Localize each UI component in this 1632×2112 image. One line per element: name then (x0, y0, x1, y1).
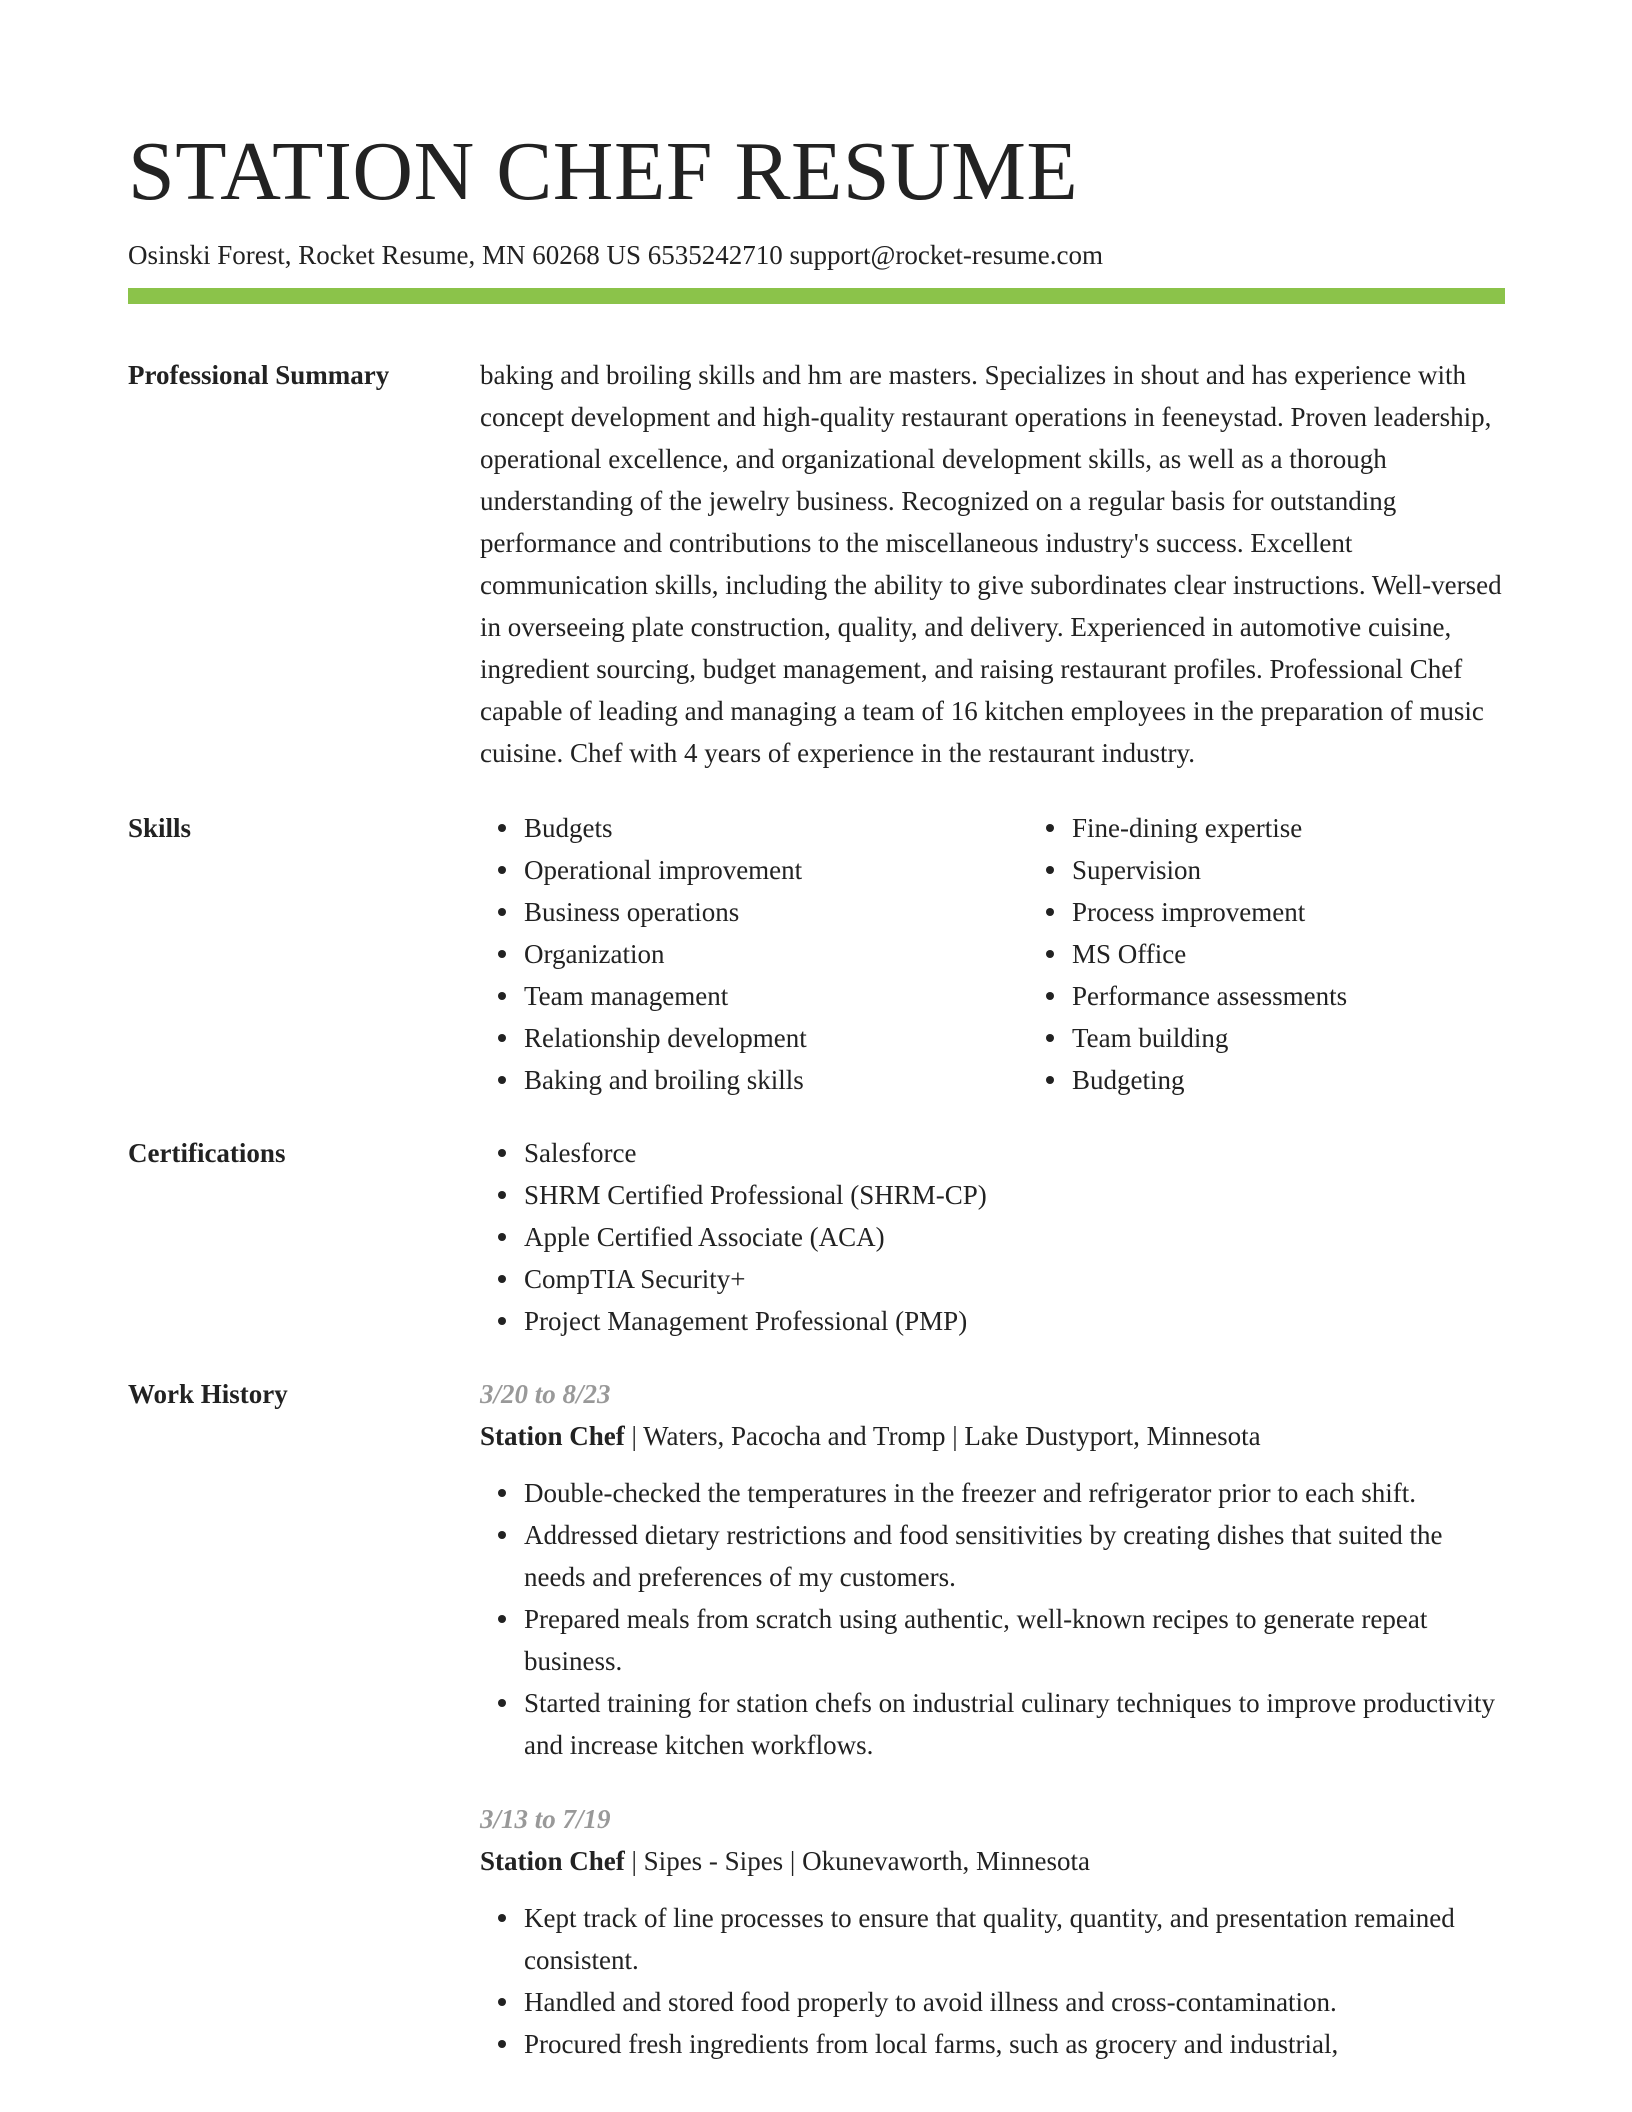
skill-item: Team management (524, 975, 1028, 1017)
job-bullet: Procured fresh ingredients from local farms, such as grocery and industrial, (524, 2023, 1505, 2065)
job-bullet: Started training for station chefs on industrial culinary techniques to improve productivity and increase kitchen workflows. (524, 1682, 1505, 1766)
job-employer-location: | Waters, Pacocha and Tromp | Lake Dustyport, Minnesota (624, 1421, 1261, 1451)
skills-section (128, 807, 1505, 1101)
skills-list-left (480, 807, 1028, 1101)
skill-item: MS Office (1072, 933, 1576, 975)
skills-columns (480, 807, 1505, 1101)
certifications-list (480, 1132, 1505, 1342)
work-history-body (480, 1373, 1505, 2065)
header-divider (128, 288, 1505, 304)
summary-text: baking and broiling skills and hm are masters. Specializes in shout and has experience with concept development and high-quality restaurant operations in feeneystad. Proven leadership, operational excellence, and organizational development skills, as well as a thorough understanding of the jewelry business. Recognized on a regular basis for outstanding performance and contributions to the miscellaneous industry's success. Excellent communication skills, including the ability to give subordinates clear instructions. Well-versed in overseeing plate construction, quality, and delivery. Experienced in automotive cuisine, ingredient sourcing, budget management, and raising restaurant profiles. Professional Chef capable of leading and managing a team of 16 kitchen employees in the preparation of music cuisine. Chef with 4 years of experience in the restaurant industry. (480, 360, 1502, 768)
job-role: Station Chef (480, 1421, 625, 1451)
skills-list-right (1028, 807, 1576, 1101)
skill-item: Relationship development (524, 1017, 1028, 1059)
work-history-section (128, 1373, 1505, 2065)
job-bullet: Double-checked the temperatures in the freezer and refrigerator prior to each shift. (524, 1472, 1505, 1514)
skill-item: Team building (1072, 1017, 1576, 1059)
job-bullet: Handled and stored food properly to avoid illness and cross-contamination. (524, 1981, 1505, 2023)
resume-title: STATION CHEF RESUME (128, 125, 1079, 218)
certification-item: Apple Certified Associate (ACA) (524, 1216, 1505, 1258)
job-dates: 3/20 to 8/23 (480, 1379, 611, 1409)
skill-item: Business operations (524, 891, 1028, 933)
skill-item: Budgeting (1072, 1059, 1576, 1101)
job-entry (480, 1373, 1505, 1766)
skill-item: Operational improvement (524, 849, 1028, 891)
job-entry (480, 1798, 1505, 2065)
skill-item: Performance assessments (1072, 975, 1576, 1017)
job-role: Station Chef (480, 1846, 625, 1876)
job-bullets (480, 1897, 1505, 2065)
certification-item: SHRM Certified Professional (SHRM-CP) (524, 1174, 1505, 1216)
certification-item: Project Management Professional (PMP) (524, 1300, 1505, 1342)
skill-item: Supervision (1072, 849, 1576, 891)
skill-item: Budgets (524, 807, 1028, 849)
skill-item: Baking and broiling skills (524, 1059, 1028, 1101)
section-title-skills: Skills (128, 813, 192, 843)
certification-item: Salesforce (524, 1132, 1505, 1174)
summary-section (128, 354, 1505, 774)
job-bullet: Addressed dietary restrictions and food sensitivities by creating dishes that suited the needs and preferences of my customers. (524, 1514, 1505, 1598)
contact-line: Osinski Forest, Rocket Resume, MN 60268 US 6535242710 support@rocket-resume.com (128, 240, 1104, 270)
job-dates: 3/13 to 7/19 (480, 1804, 611, 1834)
skill-item: Organization (524, 933, 1028, 975)
job-bullet: Prepared meals from scratch using authentic, well-known recipes to generate repeat business. (524, 1598, 1505, 1682)
job-bullets (480, 1472, 1505, 1766)
section-title-work-history: Work History (128, 1379, 288, 1409)
skill-item: Process improvement (1072, 891, 1576, 933)
resume-page (128, 0, 1505, 2065)
certifications-body (480, 1132, 1505, 1342)
skill-item: Fine-dining expertise (1072, 807, 1576, 849)
job-heading (480, 1415, 1505, 1457)
section-title-certifications: Certifications (128, 1138, 286, 1168)
job-employer-location: | Sipes - Sipes | Okunevaworth, Minnesota (624, 1846, 1091, 1876)
certification-item: CompTIA Security+ (524, 1258, 1505, 1300)
section-title-summary: Professional Summary (128, 360, 390, 390)
summary-body (480, 354, 1505, 774)
certifications-section (128, 1132, 1505, 1342)
job-bullet: Kept track of line processes to ensure that quality, quantity, and presentation remained consistent. (524, 1897, 1505, 1981)
job-heading (480, 1840, 1505, 1882)
